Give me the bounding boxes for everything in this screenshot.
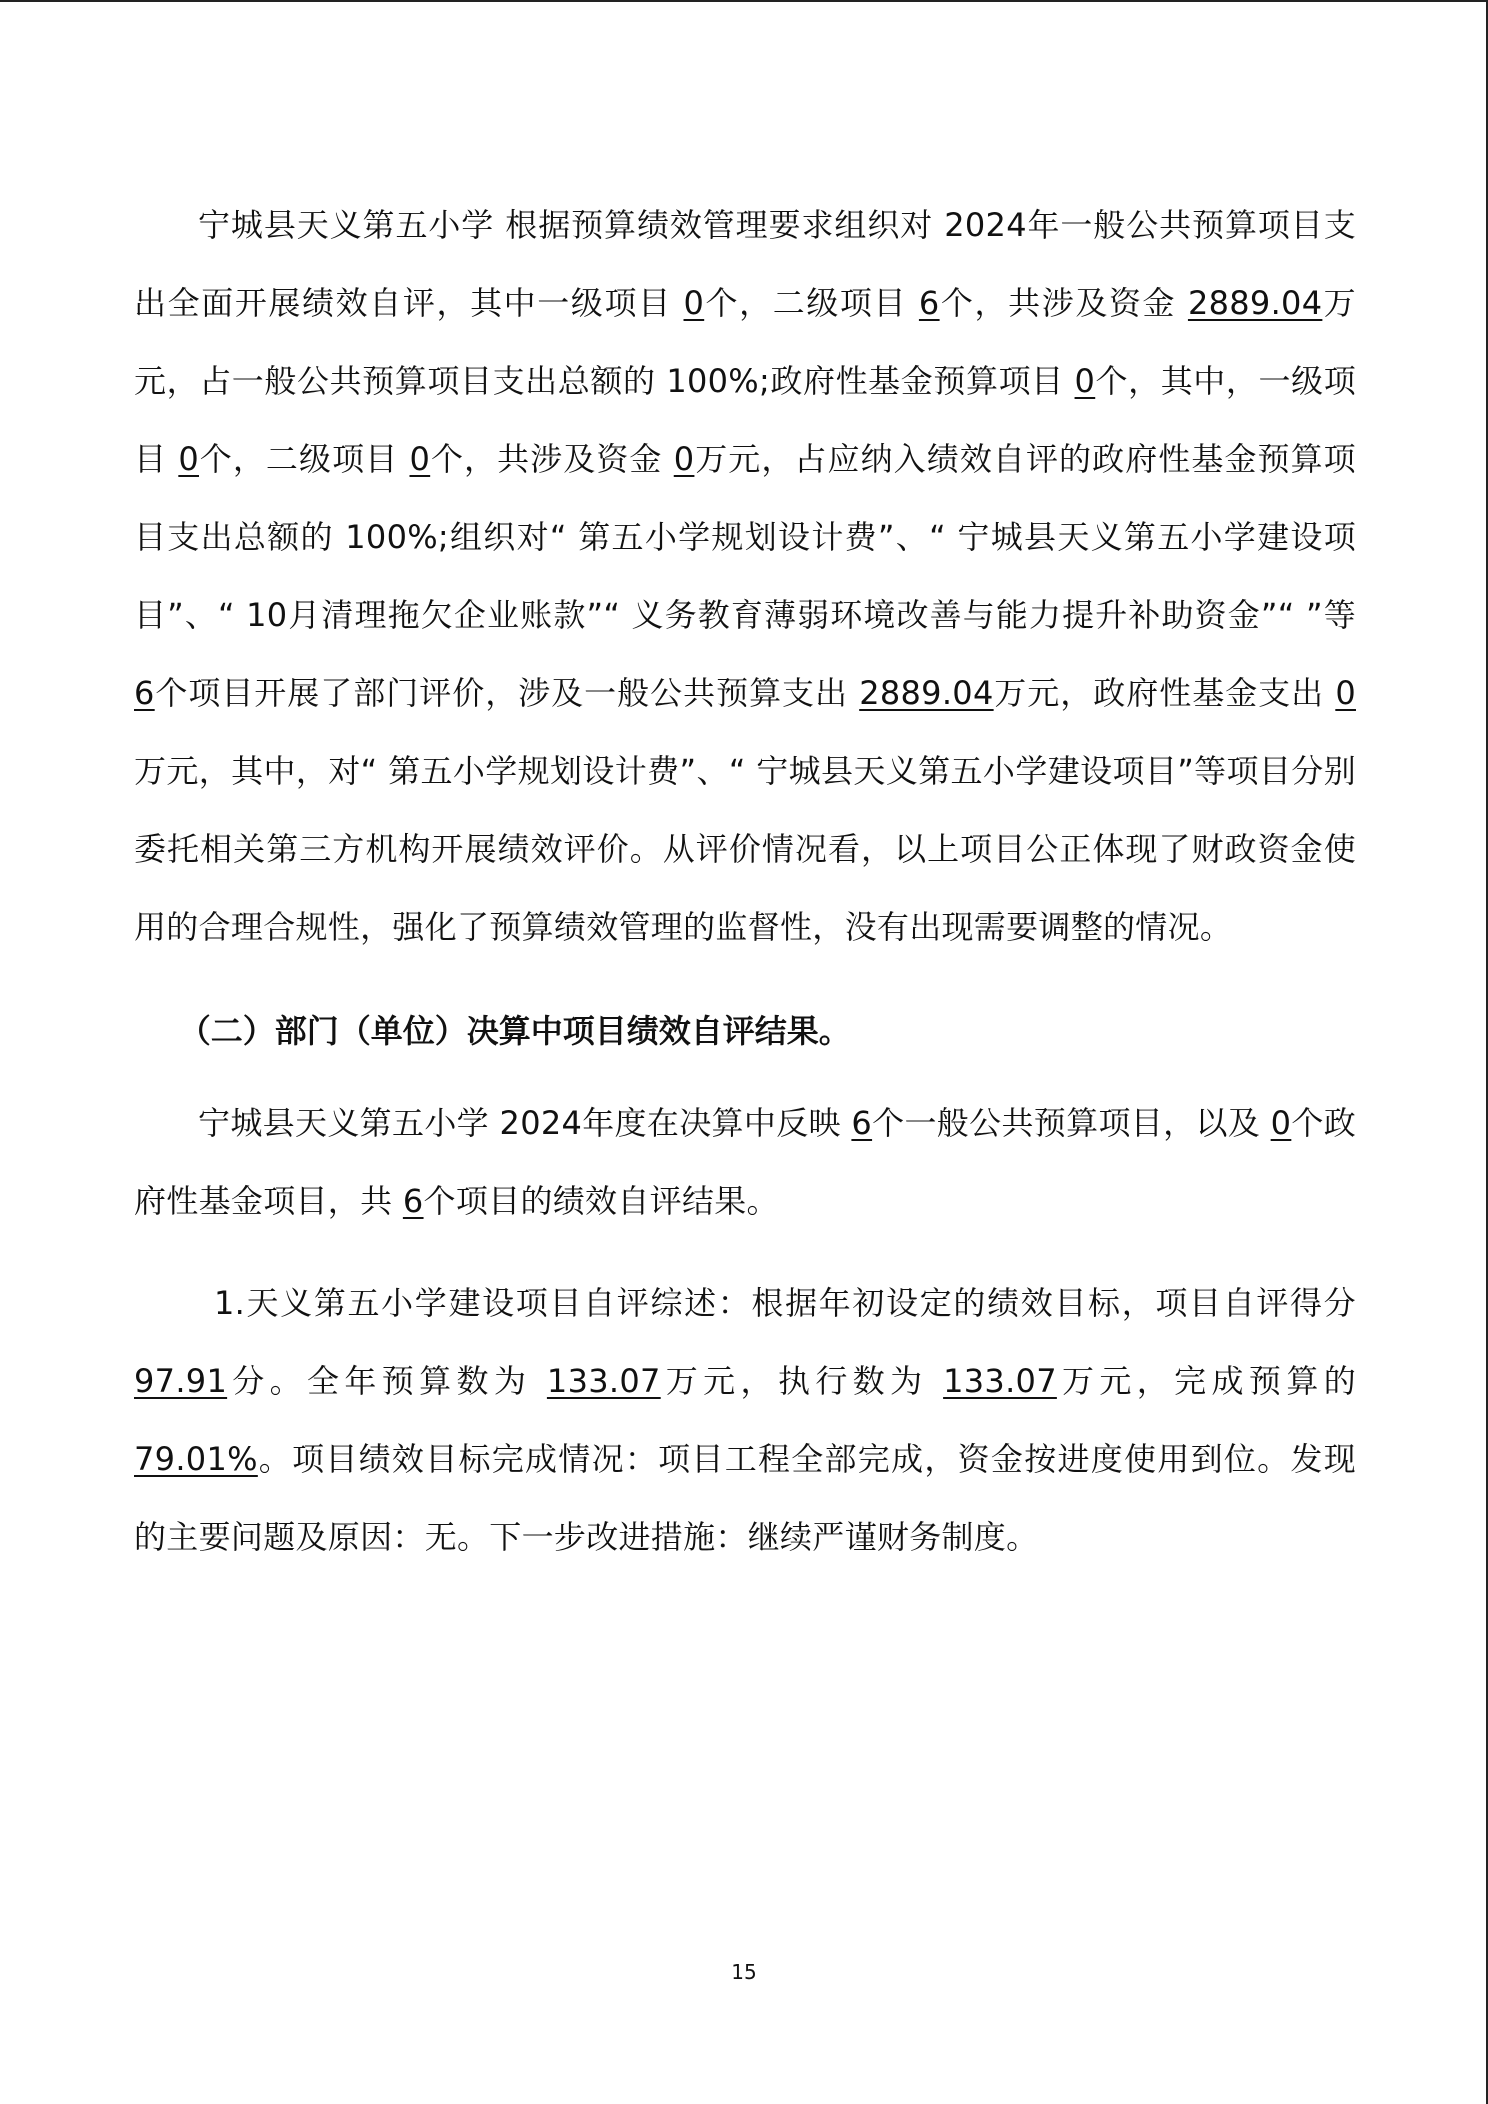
underlined-value: 6 bbox=[134, 674, 155, 712]
text-run: 个，共涉及资金 bbox=[430, 440, 674, 478]
document-body bbox=[134, 186, 1356, 1576]
text-run: 宁城县天义第五小学 根据预算绩效管理要求组织对 2024年一般公共预算项目支出全面开展绩效自评，其中一级项目 bbox=[134, 206, 1356, 322]
paragraph-overall-evaluation bbox=[134, 186, 1356, 966]
text-run: 万元，占应纳入绩效自评的政府性基金预算项目支出总额的 100%;组织对“ 第五小学规划设计费”、“ 宁城县天义第五小学建设项目”、“ 10月清理拖欠企业账款”“ 义务教育薄弱环境改善与能力提升补助资金”“ ”等 bbox=[134, 440, 1356, 634]
underlined-value: 6 bbox=[851, 1104, 873, 1142]
text-run: 万元，执行数为 bbox=[660, 1362, 944, 1400]
text-run: 1.天义第五小学建设项目自评综述：根据年初设定的绩效目标，项目自评得分 bbox=[214, 1284, 1356, 1322]
text-run: 个项目的绩效自评结果。 bbox=[423, 1182, 779, 1220]
underlined-value: 0 bbox=[178, 440, 199, 478]
text-run: 万元，占一般公共预算项目支出总额的 100%;政府性基金预算项目 bbox=[134, 284, 1356, 400]
text-run: 个政府性基金项目，共 bbox=[134, 1104, 1356, 1220]
text-run: 分。全年预算数为 bbox=[227, 1362, 547, 1400]
text-run: 个，其中，一级项目 bbox=[134, 362, 1356, 478]
paragraph-project-1 bbox=[134, 1264, 1356, 1576]
underlined-value: 79.01% bbox=[134, 1440, 258, 1478]
text-run: 个，共涉及资金 bbox=[939, 284, 1188, 322]
paragraph-project-summary bbox=[134, 1084, 1356, 1240]
page-number: 15 bbox=[731, 1960, 757, 1984]
underlined-value: 0 bbox=[683, 284, 705, 322]
underlined-value: 6 bbox=[918, 284, 940, 322]
section-heading: （二）部门（单位）决算中项目绩效自评结果。 bbox=[178, 1012, 851, 1050]
underlined-value: 2889.04 bbox=[859, 674, 994, 712]
text-run: 。项目绩效目标完成情况：项目工程全部完成，资金按进度使用到位。发现的主要问题及原因：无。下一步改进措施：继续严谨财务制度。 bbox=[134, 1440, 1356, 1556]
text-run: 个，二级项目 bbox=[704, 284, 919, 322]
underlined-value: 2889.04 bbox=[1187, 284, 1323, 322]
underlined-value: 0 bbox=[409, 440, 431, 478]
underlined-value: 0 bbox=[1270, 1104, 1292, 1142]
underlined-value: 133.07 bbox=[546, 1362, 661, 1400]
underlined-value: 0 bbox=[673, 440, 695, 478]
underlined-value: 97.91 bbox=[134, 1362, 228, 1400]
text-run: 个项目开展了部门评价，涉及一般公共预算支出 bbox=[154, 674, 860, 712]
text-run: 个一般公共预算项目，以及 bbox=[872, 1104, 1271, 1142]
page-border-top bbox=[0, 0, 1488, 2]
text-run: 万元，政府性基金支出 bbox=[993, 674, 1336, 712]
underlined-value: 0 bbox=[1074, 362, 1096, 400]
underlined-value: 133.07 bbox=[943, 1362, 1057, 1400]
text-run: 万元，完成预算的 bbox=[1056, 1362, 1357, 1400]
text-run: 个，二级项目 bbox=[199, 440, 410, 478]
underlined-value: 0 bbox=[1335, 674, 1356, 712]
text-run: 万元，其中，对“ 第五小学规划设计费”、“ 宁城县天义第五小学建设项目”等项目分别委托相关第三方机构开展绩效评价。从评价情况看，以上项目公正体现了财政资金使用的合理合规性，强化了预算绩效管理的监督性，没有出现需要调整的情况。 bbox=[134, 752, 1356, 946]
text-run: 宁城县天义第五小学 2024年度在决算中反映 bbox=[198, 1104, 852, 1142]
underlined-value: 6 bbox=[402, 1182, 424, 1220]
